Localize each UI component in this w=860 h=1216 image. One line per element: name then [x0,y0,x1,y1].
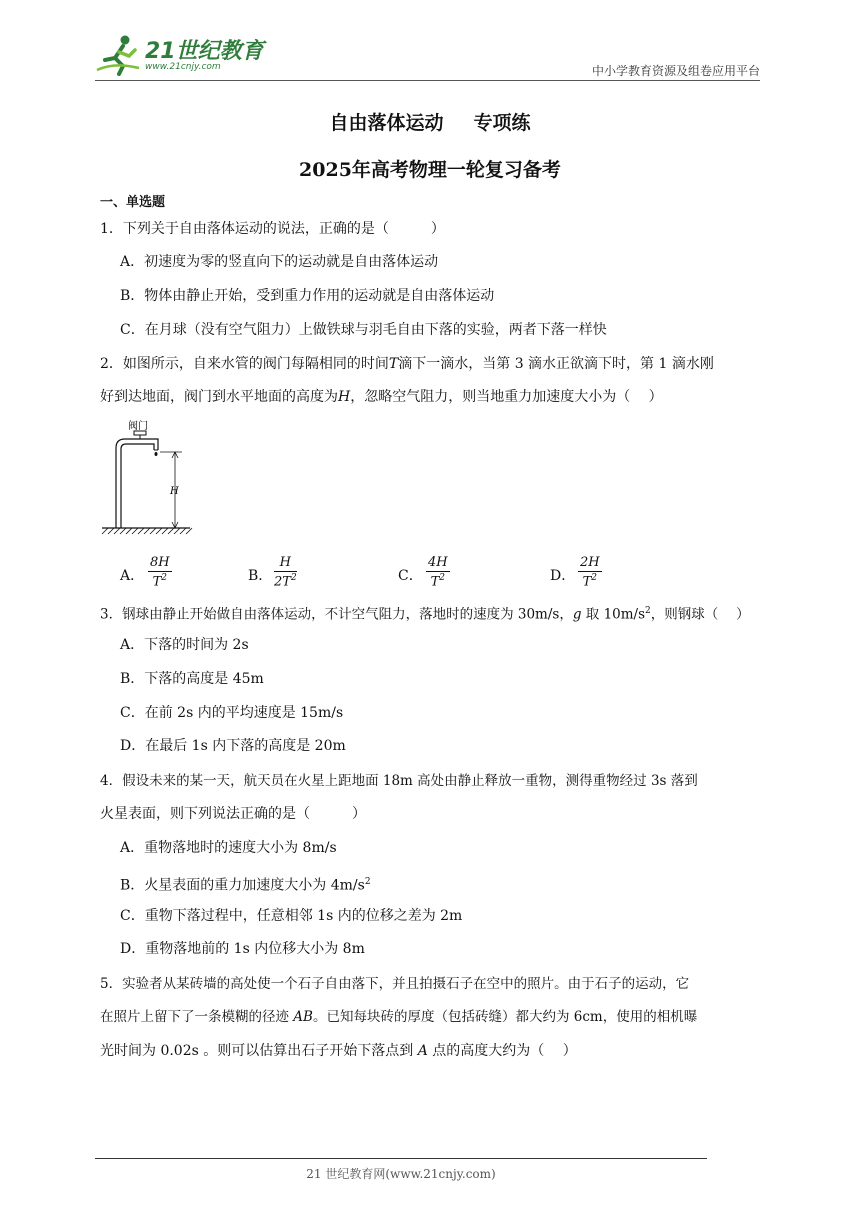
q2-stem-line2: 好到达地面，阀门到水平地面的高度为H，忽略空气阻力，则当地重力加速度大小为（ ） [100,389,663,405]
page-subtitle: 2025年高考物理一轮复习备考 [299,159,561,181]
q4-option-b: B．火星表面的重力加速度大小为 $4m/s^2$ [120,877,371,894]
q5-stem-line3: 光时间为 0.02s 。则可以估算出石子开始下落点到 A 点的高度大约为（ ） [100,1043,577,1059]
logo-text: 21世纪教育 [145,39,264,64]
q3-stem: 3．钢球由静止开始做自由落体运动，不计空气阻力，落地时的速度为 30m/s，g 取 $10m/s^2$，则钢球（ ） [100,606,750,623]
q4-option-c: C．重物下落过程中，任意相邻 1s 内的位移之差为 2m [120,908,463,924]
q4-option-a: A．重物落地时的速度大小为 8m/s [120,840,337,856]
q1-stem: 1．下列关于自由落体运动的说法，正确的是（ ） [100,221,445,237]
page-footer: 21 世纪教育网(www.21cnjy.com) [306,1167,496,1181]
q3-option-c: C．在前 2s 内的平均速度是 15m/s [120,705,344,721]
footer-divider [95,1158,707,1159]
q5-stem-line1: 5．实验者从某砖墙的高处使一个石子自由落下，并且拍摄石子在空中的照片。由于石子的运动，它 [100,976,690,992]
q1-option-a: A．初速度为零的竖直向下的运动就是自由落体运动 [120,254,439,270]
page-header [95,30,760,80]
q2-stem-line1: 2．如图所示，自来水管的阀门每隔相同的时间T滴下一滴水，当第 3 滴水正欲滴下时，第 1 滴水刚 [100,356,714,372]
q3-option-d: D．在最后 1s 内下落的高度是 20m [120,738,346,754]
height-label: H [170,486,179,497]
q4-stem-line1: 4．假设未来的某一天，航天员在火星上距地面 18m 高处由静止释放一重物，测得重物经过 3s 落到 [100,773,698,789]
section-heading: 一、单选题 [100,195,166,210]
q4-stem-line2: 火星表面，则下列说法正确的是（ ） [100,806,366,822]
title-type: 专项练 [473,112,531,134]
site-logo [95,34,265,76]
q1-option-c: C．在月球（没有空气阻力）上做铁球与羽毛自由下落的实验，两者下落一样快 [120,322,607,338]
logo-url: www.21cnjy.com [145,62,221,72]
page-title [0,108,860,135]
faucet-diagram [100,418,200,538]
q4-option-d: D．重物落地前的 1s 内位移大小为 8m [120,941,365,957]
title-topic: 自由落体运动 [329,112,444,134]
header-divider [95,80,760,81]
q5-stem-line2: 在照片上留下了一条模糊的径迹 AB。已知每块砖的厚度（包括砖缝）都大约为 6cm，使用的相机曝 [100,1009,698,1025]
q3-option-b: B．下落的高度是 45m [120,671,264,687]
q3-option-a: A．下落的时间为 2s [120,637,249,653]
platform-name: 中小学教育资源及组卷应用平台 [591,64,760,78]
runner-logo-icon [95,34,145,76]
valve-label: 阀门 [128,421,148,432]
q1-option-b: B．物体由静止开始，受到重力作用的运动就是自由落体运动 [120,288,495,304]
